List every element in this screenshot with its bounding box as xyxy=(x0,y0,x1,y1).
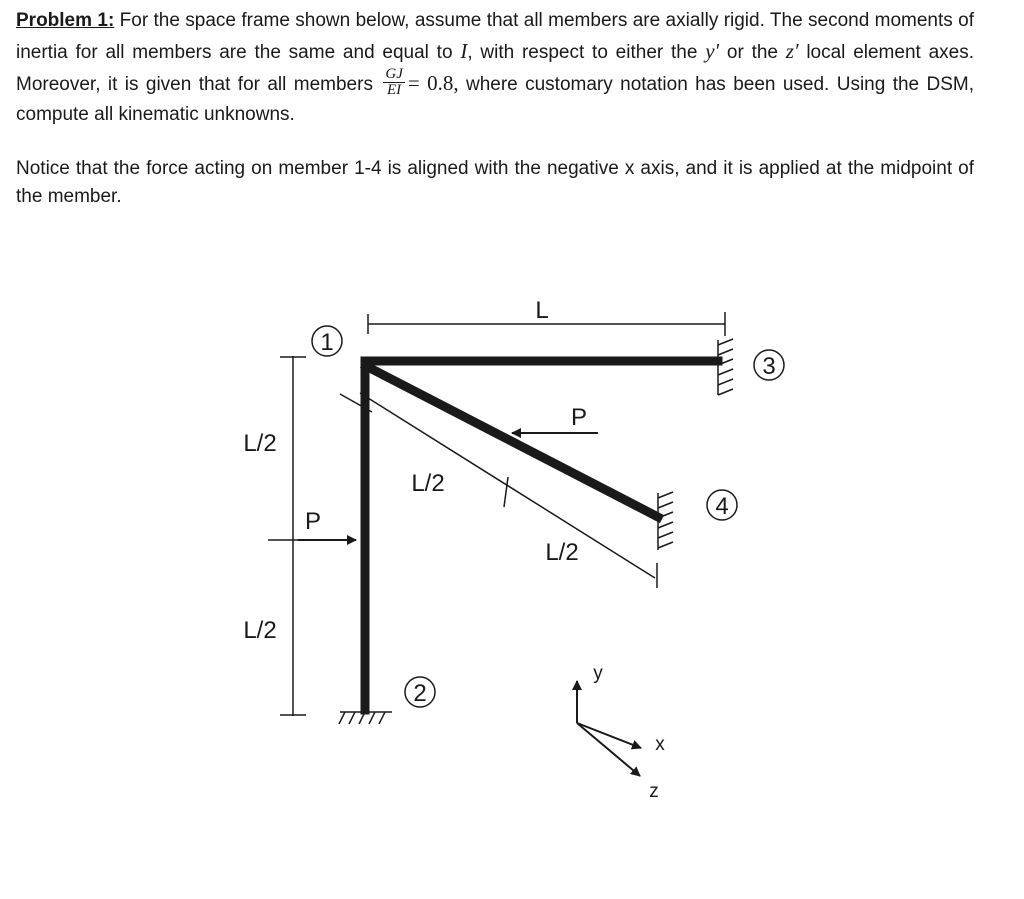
dim-diag-1-label: L/2 xyxy=(411,470,445,497)
axis-z-arrow xyxy=(577,723,640,776)
problem-text-e: where customary notation has been used. Using the DSM, compute all kinematic unknowns. xyxy=(16,74,975,126)
node-markers xyxy=(312,326,784,707)
node-2-label: 2 xyxy=(413,680,427,707)
dim-left-upper-label: L/2 xyxy=(243,430,277,457)
problem-text-d: local element axes. Moreover, it is given that for all members xyxy=(16,42,974,95)
load-label-vertical: P xyxy=(304,508,322,535)
problem-text-b: , with respect to either the xyxy=(467,42,706,63)
dim-diag-2-label: L/2 xyxy=(545,539,579,566)
node-1-label: 1 xyxy=(320,329,334,356)
global-axes xyxy=(577,681,641,776)
node-4-label: 4 xyxy=(715,493,729,520)
figure-labels xyxy=(243,297,775,802)
local-axis-y: y′ xyxy=(705,39,720,63)
notice-paragraph: Notice that the force acting on member 1-4 is aligned with the negative x axis, and it is applied at the midpoint of the member. xyxy=(16,158,974,207)
local-axis-z: z′ xyxy=(785,39,799,63)
fraction-numerator: GJ xyxy=(385,66,403,83)
fraction-denominator: EI xyxy=(387,82,402,99)
problem-text-a: For the space frame shown below, assume that all members are axially rigid. The second moments of inertia for all members are the same and equal to xyxy=(16,10,974,63)
member-1-4 xyxy=(366,366,658,517)
ratio-value: = 0.8, xyxy=(407,71,459,95)
problem-text-c: or the xyxy=(719,42,786,63)
axis-x-label: x xyxy=(655,734,665,755)
axis-z-label: z xyxy=(649,781,659,802)
dim-left-lower-label: L/2 xyxy=(243,617,277,644)
fixed-support-3 xyxy=(718,339,733,395)
axis-x-arrow xyxy=(577,723,641,748)
problem-heading: Problem 1: xyxy=(16,10,115,31)
node-3-label: 3 xyxy=(762,353,776,380)
dim-top-label: L xyxy=(535,297,549,324)
load-label-diagonal: P xyxy=(570,404,588,431)
axis-y-label: y xyxy=(593,663,603,684)
inertia-symbol: I xyxy=(460,39,468,63)
